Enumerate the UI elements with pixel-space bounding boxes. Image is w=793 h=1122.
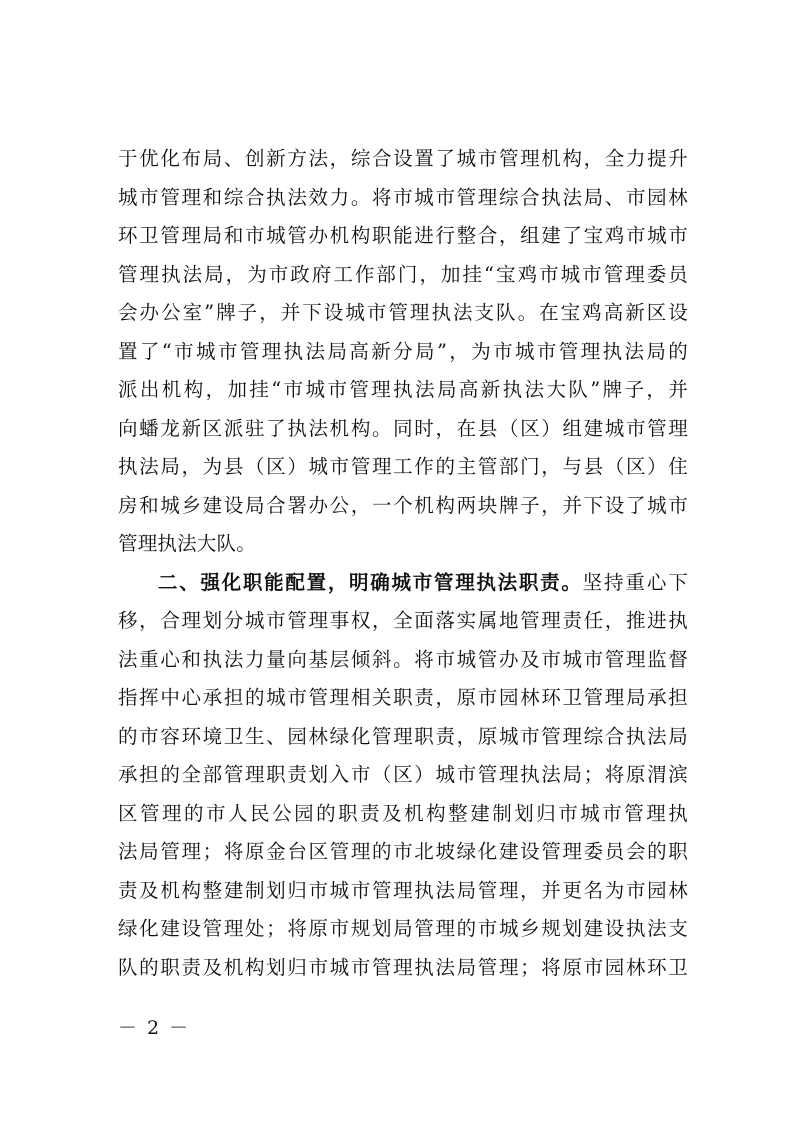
paragraph-1-line: 派出机构，加挂“市城市管理执法局高新执法大队”牌子，并 [118,378,688,401]
paragraph-2-line: 区管理的市人民公园的职责及机构整建制划归市城市管理执 [118,801,688,825]
paragraph-2-first-line-rest: 坚持重心下 [582,570,688,594]
paragraph-2-line: 的市容环境卫生、园林绿化管理职责，原城市管理综合执法局 [118,724,688,748]
page-number: － 2 － [118,1017,191,1039]
paragraph-1-line: 执法局，为县（区）城市管理工作的主管部门，与县（区）住 [118,455,688,478]
paragraph-2-line: 指挥中心承担的城市管理相关职责，原市园林环卫管理局承担 [118,686,688,709]
paragraph-1-line: 管理执法大队。 [118,532,256,555]
paragraph-1-line: 向蟠龙新区派驻了执法机构。同时，在县（区）组建城市管理 [118,416,688,440]
paragraph-2-line: 绿化建设管理处；将原市规划局管理的市城乡规划建设执法支 [118,917,688,940]
paragraph-1-line: 置了“市城市管理执法局高新分局”，为市城市管理执法局的 [118,339,688,363]
paragraph-1-line: 于优化布局、创新方法，综合设置了城市管理机构，全力提升 [118,147,688,170]
paragraph-1-line: 房和城乡建设局合署办公，一个机构两块牌子，并下设了城市 [118,493,688,517]
paragraph-1-line: 管理执法局，为市政府工作部门，加挂“宝鸡市城市管理委员 [118,262,688,286]
paragraph-2-line: 队的职责及机构划归市城市管理执法局管理；将原市园林环卫 [118,955,688,979]
paragraph-2-line: 责及机构整建制划归市城市管理执法局管理，并更名为市园林 [118,878,688,902]
paragraph-1-line: 会办公室”牌子，并下设城市管理执法支队。在宝鸡高新区设 [118,301,688,324]
body-text [118,140,688,987]
paragraph-1-line: 环卫管理局和市城管办机构职能进行整合，组建了宝鸡市城市 [118,224,688,247]
section-heading: 二、强化职能配置，明确城市管理执法职责。 [158,570,583,594]
paragraph-2-line: 移，合理划分城市管理事权，全面落实属地管理责任，推进执 [118,609,688,632]
paragraph-2-line: 法重心和执法力量向基层倾斜。将市城管办及市城市管理监督 [118,647,688,671]
paragraph-2-first-line [118,564,688,603]
paragraph-2-line: 法局管理；将原金台区管理的市北坡绿化建设管理委员会的职 [118,840,688,863]
paragraph-1-line: 城市管理和综合执法效力。将市城市管理综合执法局、市园林 [118,185,688,209]
paragraph-2-line: 承担的全部管理职责划入市（区）城市管理执法局；将原渭滨 [118,763,688,786]
